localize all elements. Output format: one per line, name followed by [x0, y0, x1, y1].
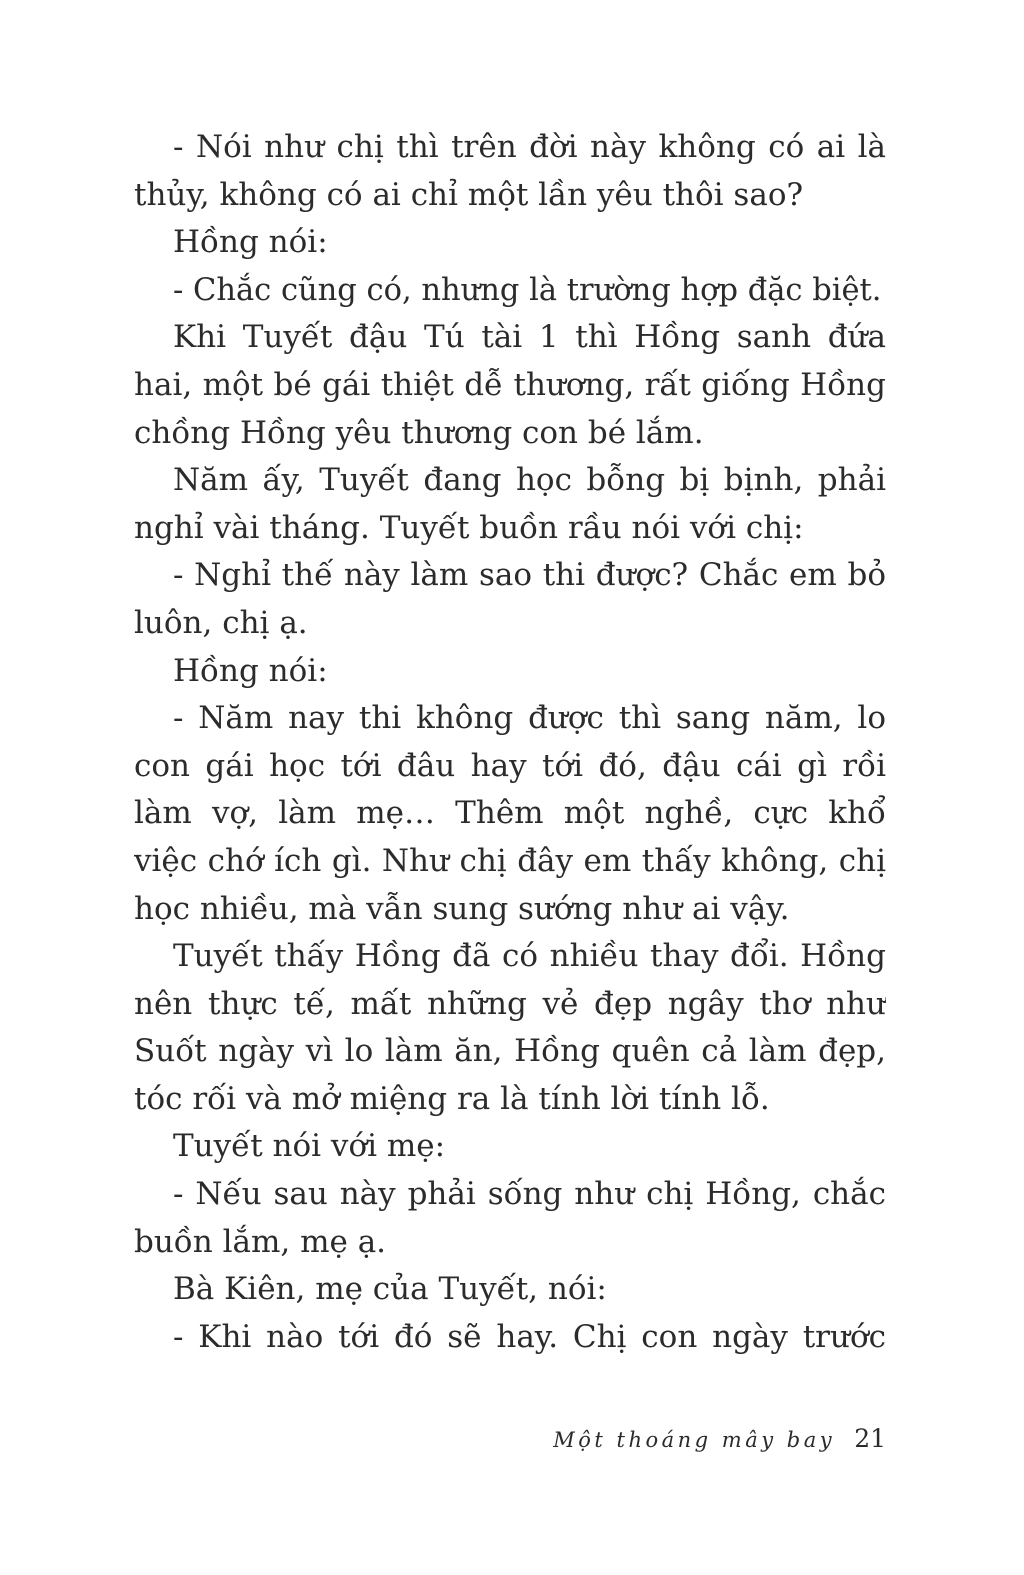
- page-number: 21: [854, 1424, 886, 1453]
- text-line: nghỉ vài tháng. Tuyết buồn rầu nói với chị:: [134, 509, 804, 546]
- text-line: - Khi nào tới đó sẽ hay. Chị con ngày trước: [173, 1318, 886, 1355]
- text-line: thủy, không có ai chỉ một lần yêu thôi sao?: [134, 176, 804, 213]
- text-line: con gái học tới đâu hay tới đó, đậu cái gì rồi: [134, 747, 886, 784]
- text-line: việc chớ ích gì. Như chị đây em thấy không, chị: [134, 842, 886, 879]
- text-line: chồng Hồng yêu thương con bé lắm.: [134, 414, 704, 451]
- text-line: - Nghỉ thế này làm sao thi được? Chắc em bỏ: [173, 557, 886, 594]
- page-footer: [134, 1424, 886, 1453]
- text-line: học nhiều, mà vẫn sung sướng như ai vậy.: [134, 890, 790, 927]
- text-line: - Chắc cũng có, nhưng là trường hợp đặc biệt.: [173, 272, 882, 308]
- text-line: Tuyết thấy Hồng đã có nhiều thay đổi. Hồng: [173, 938, 886, 975]
- text-line: luôn, chị ạ.: [134, 604, 308, 641]
- text-line: hai, một bé gái thiệt dễ thương, rất giống Hồng: [134, 366, 886, 403]
- page-body: [134, 124, 886, 1361]
- text-line: Suốt ngày vì lo làm ăn, Hồng quên cả làm đẹp,: [134, 1033, 886, 1070]
- text-line: làm vợ, làm mẹ… Thêm một nghề, cực khổ: [134, 795, 886, 832]
- text-line: Hồng nói:: [173, 224, 328, 261]
- text-line: tóc rối và mở miệng ra là tính lời tính lỗ.: [134, 1080, 770, 1117]
- text-line: - Năm nay thi không được thì sang năm, lo: [173, 700, 886, 737]
- text-line: - Nói như chị thì trên đời này không có ai là: [173, 129, 886, 165]
- text-line: Năm ấy, Tuyết đang học bỗng bị bịnh, phải: [173, 462, 886, 499]
- text-line: buồn lắm, mẹ ạ.: [134, 1223, 387, 1260]
- text-line: Bà Kiên, mẹ của Tuyết, nói:: [173, 1271, 607, 1308]
- text-line: Khi Tuyết đậu Tú tài 1 thì Hồng sanh đứa: [173, 319, 886, 356]
- text-line: - Nếu sau này phải sống như chị Hồng, chắc: [173, 1176, 886, 1213]
- text-line: nên thực tế, mất những vẻ đẹp ngây thơ như: [134, 985, 886, 1022]
- text-line: Tuyết nói với mẹ:: [173, 1128, 446, 1165]
- text-line: Hồng nói:: [173, 652, 328, 689]
- running-title: Một thoáng mây bay: [553, 1428, 836, 1452]
